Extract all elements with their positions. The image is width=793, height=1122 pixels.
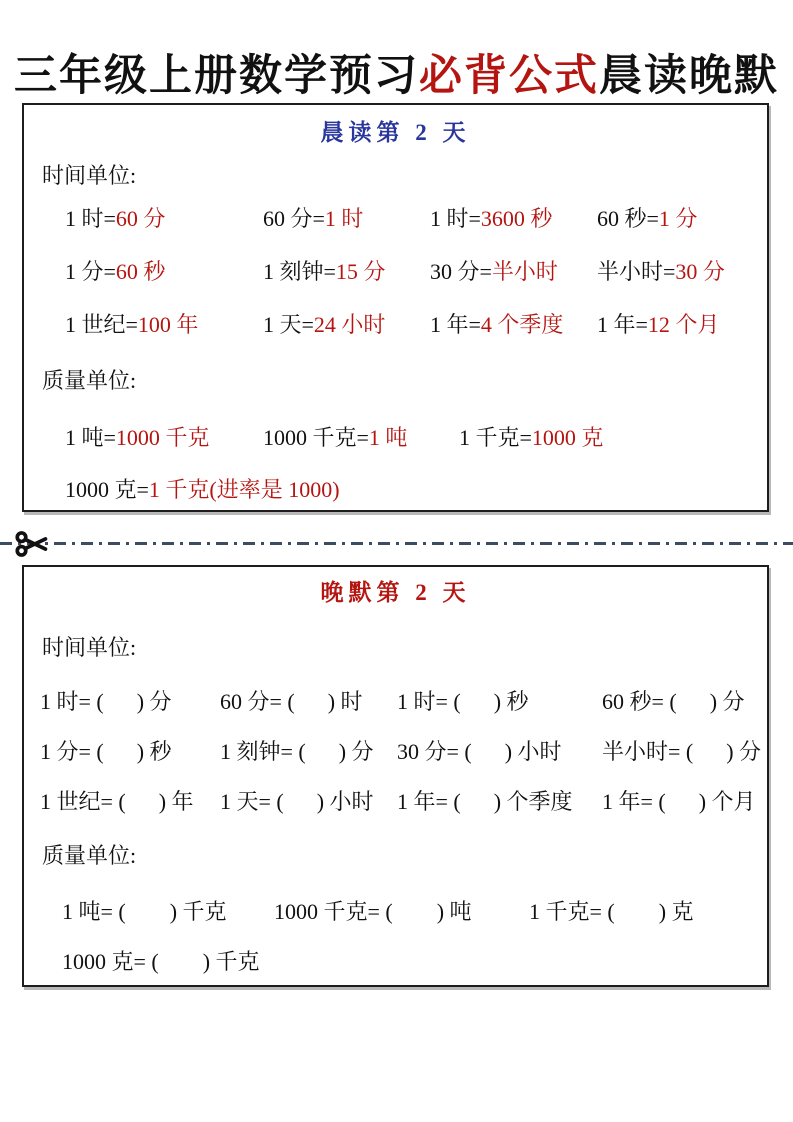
cut-line xyxy=(0,527,793,561)
evening-heading: 晚默第 2 天 xyxy=(320,580,471,605)
blank-formula: 1 天= ( ) 小时 xyxy=(220,788,374,814)
evening-mass-label: 质量单位: xyxy=(42,843,137,868)
morning-mass-row-2 xyxy=(24,462,767,514)
blank-formula: 1000 克= ( ) 千克 xyxy=(62,948,260,974)
title-highlight: 必背公式 xyxy=(419,53,599,100)
blank-formula: 1 时= ( ) 分 xyxy=(40,688,172,714)
evening-time-row-1 xyxy=(24,675,767,725)
formula: 1 时=3600 秒 xyxy=(430,206,553,231)
evening-time-row-2 xyxy=(24,725,767,775)
formula: 30 分=半小时 xyxy=(430,259,558,284)
morning-time-label: 时间单位: xyxy=(42,163,137,188)
formula: 1 吨=1000 千克 xyxy=(65,424,210,450)
blank-formula: 1 世纪= ( ) 年 xyxy=(40,788,194,814)
morning-mass-label: 质量单位: xyxy=(42,368,137,393)
formula: 1 千克=1000 克 xyxy=(459,424,604,450)
formula: 1 时=60 分 xyxy=(65,206,166,231)
formula: 60 秒=1 分 xyxy=(597,206,698,231)
evening-time-label: 时间单位: xyxy=(42,635,137,660)
blank-formula: 60 秒= ( ) 分 xyxy=(602,688,745,714)
morning-mass-row-1 xyxy=(24,410,767,462)
formula: 1 刻钟=15 分 xyxy=(263,259,386,284)
evening-mass-row-1 xyxy=(24,885,767,935)
title-right: 晨读晚默 xyxy=(599,53,779,100)
dash-dot-line xyxy=(0,542,793,545)
formula: 1 天=24 小时 xyxy=(263,312,386,337)
blank-formula: 1 千克= ( ) 克 xyxy=(529,898,694,924)
title-left: 三年级上册数学预习 xyxy=(14,53,419,100)
evening-mass-row-2 xyxy=(24,935,767,985)
formula: 60 分=1 时 xyxy=(263,206,364,231)
blank-formula: 1 分= ( ) 秒 xyxy=(40,738,172,764)
morning-time-row-2 xyxy=(24,244,767,297)
morning-heading: 晨读第 2 天 xyxy=(320,120,471,145)
morning-time-row-3 xyxy=(24,297,767,350)
blank-formula: 半小时= ( ) 分 xyxy=(602,738,762,764)
formula: 1 世纪=100 年 xyxy=(65,312,199,337)
morning-time-row-1 xyxy=(24,191,767,244)
blank-formula: 30 分= ( ) 小时 xyxy=(397,738,562,764)
formula: 1 年=12 个月 xyxy=(597,312,720,337)
blank-formula: 1 吨= ( ) 千克 xyxy=(62,898,227,924)
formula: 半小时=30 分 xyxy=(597,259,725,284)
evening-dictation-box xyxy=(22,565,769,987)
blank-formula: 1 时= ( ) 秒 xyxy=(397,688,529,714)
formula: 1 年=4 个季度 xyxy=(430,312,564,337)
blank-formula: 60 分= ( ) 时 xyxy=(220,688,363,714)
morning-reading-box xyxy=(22,103,769,512)
scissors-icon xyxy=(14,527,50,561)
formula: 1 分=60 秒 xyxy=(65,259,166,284)
formula: 1000 千克=1 吨 xyxy=(263,424,408,450)
blank-formula: 1 刻钟= ( ) 分 xyxy=(220,738,374,764)
blank-formula: 1000 千克= ( ) 吨 xyxy=(274,898,472,924)
formula: 1000 克=1 千克(进率是 1000) xyxy=(65,476,340,502)
evening-time-row-3 xyxy=(24,775,767,825)
page-title xyxy=(0,42,793,103)
blank-formula: 1 年= ( ) 个月 xyxy=(602,788,756,814)
blank-formula: 1 年= ( ) 个季度 xyxy=(397,788,573,814)
